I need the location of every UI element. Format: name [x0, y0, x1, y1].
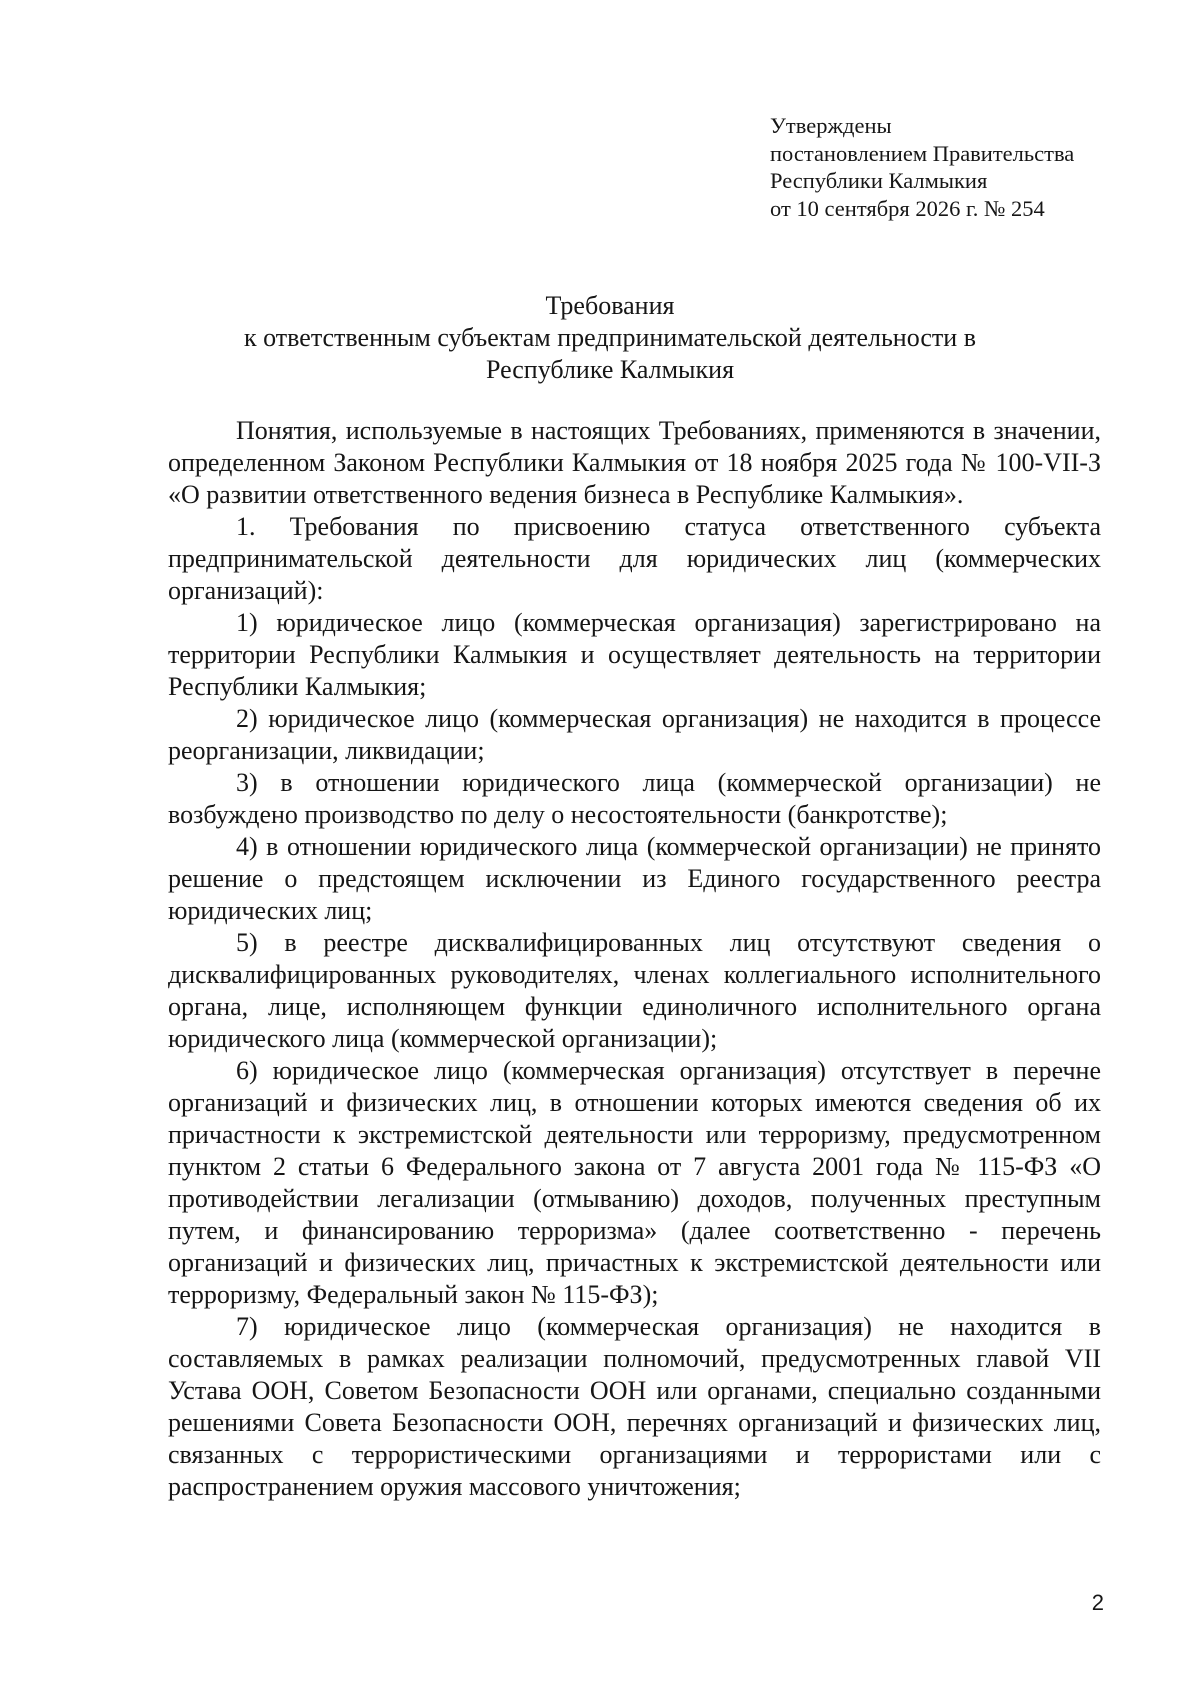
list-item: 3) в отношении юридического лица (коммерческой организации) не возбуждено производство по делу о несостоятельности (банкротстве); [168, 768, 1101, 829]
approval-line-4: от 10 сентября 2026 г. № 254 [770, 195, 1045, 221]
approval-line-3: Республики Калмыкия [770, 168, 988, 193]
document-title [160, 290, 1060, 386]
title-line-3: Республике Калмыкия [485, 355, 735, 384]
list-item: 5) в реестре дисквалифицированных лиц отсутствуют сведения о дисквалифицированных руководителях, членах коллегиального исполнительного органа, лице, исполняющем функции единоличного исполнительного органа юридического лица (коммерческой организации); [168, 928, 1101, 1053]
list-item: 6) юридическое лицо (коммерческая организация) отсутствует в перечне организаций и физических лиц, в отношении которых имеются сведения об их причастности к экстремистской деятельности или терроризму, предусмотренном пунктом 2 статьи 6 Федерального закона от 7 августа 2001 года № 115-ФЗ «О противодействии легализации (отмыванию) доходов, полученных преступным путем, и финансированию терроризма» (далее соответственно - перечень организаций и физических лиц, причастных к экстремистской деятельности или терроризму, Федеральный закон № 115-ФЗ); [168, 1056, 1101, 1309]
page-number: 2 [1091, 1590, 1104, 1615]
intro-paragraph: Понятия, используемые в настоящих Требованиях, применяются в значении, определенном Законом Республики Калмыкия от 18 ноября 2025 года № 100-VII-З «О развитии ответственного ведения бизнеса в Республике Калмыкия». [168, 416, 1101, 509]
section-1-paragraph: 1. Требования по присвоению статуса ответственного субъекта предпринимательской деятельности для юридических лиц (коммерческих организаций): [168, 512, 1101, 605]
approval-stamp [770, 112, 1074, 222]
document-body [168, 415, 1101, 1503]
list-item: 4) в отношении юридического лица (коммерческой организации) не принято решение о предстоящем исключении из Единого государственного реестра юридических лиц; [168, 832, 1101, 925]
title-line-1: Требования [545, 291, 675, 320]
list-item: 2) юридическое лицо (коммерческая организация) не находится в процессе реорганизации, ликвидации; [168, 704, 1101, 765]
list-item: 1) юридическое лицо (коммерческая организация) зарегистрировано на территории Республики Калмыкия и осуществляет деятельность на территории Республики Калмыкия; [168, 608, 1101, 701]
list-item: 7) юридическое лицо (коммерческая организация) не находится в составляемых в рамках реализации полномочий, предусмотренных главой VII Устава ООН, Советом Безопасности ООН или органами, специально созданными решениями Совета Безопасности ООН, перечнях организаций и физических лиц, связанных с террористическими организациями и террористами или с распространением оружия массового уничтожения; [168, 1312, 1101, 1501]
approval-line-1: Утверждены [770, 113, 892, 138]
approval-line-2: постановлением Правительства [770, 140, 1075, 166]
title-line-2: к ответственным субъектам предпринимательской деятельности в [244, 323, 976, 352]
